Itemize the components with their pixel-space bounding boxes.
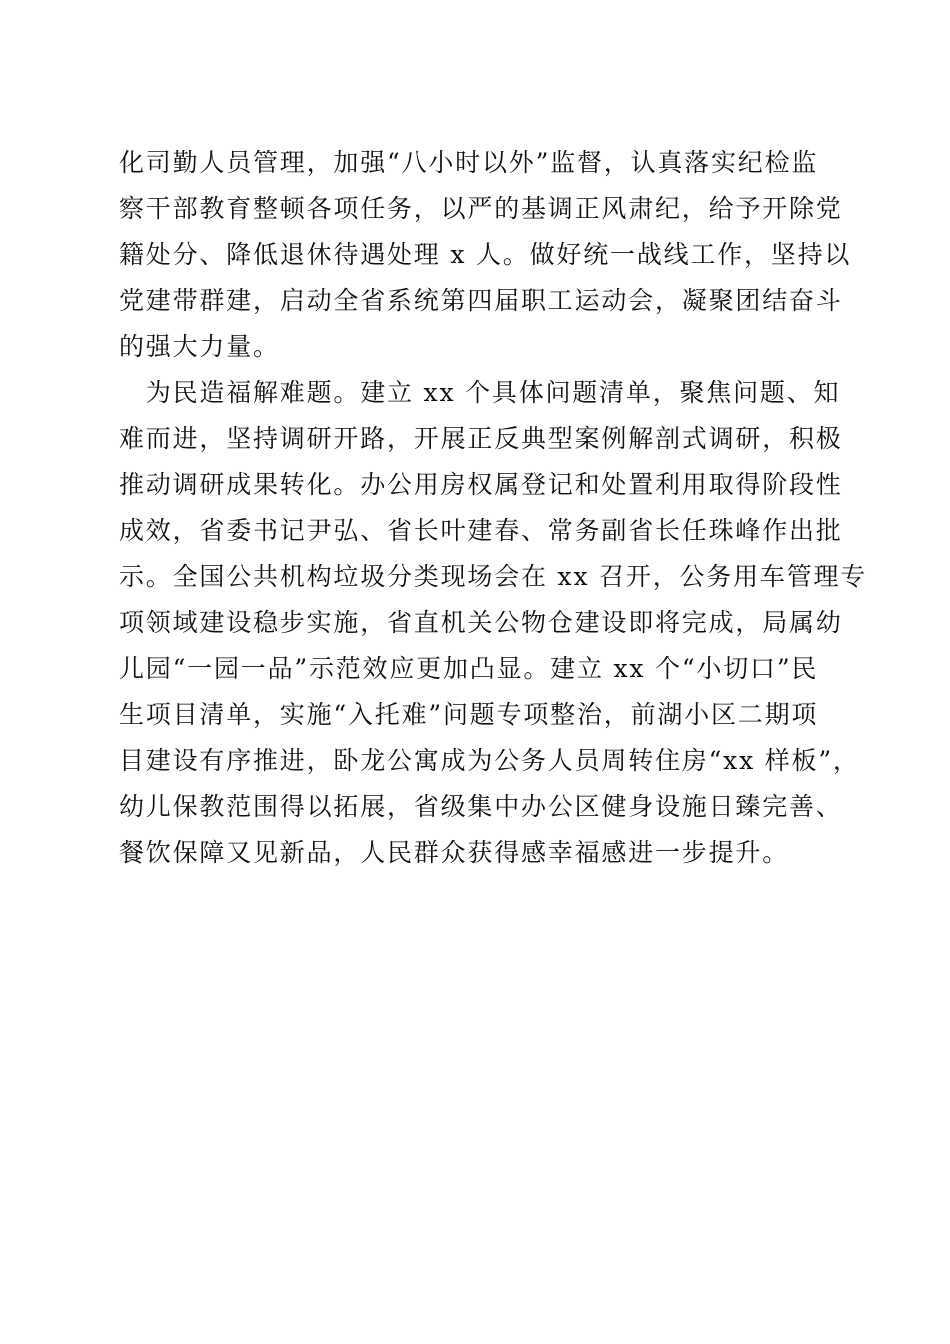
text-line: 项领域建设稳步实施，省直机关公物仓建设即将完成，局属幼 xyxy=(119,608,843,637)
text-line: 成效，省委书记尹弘、省长叶建春、常务副省长任珠峰作出批 xyxy=(119,516,843,545)
text-line: 的强大力量。 xyxy=(119,332,280,361)
text-line: 推动调研成果转化。办公用房权属登记和处置利用取得阶段性 xyxy=(119,470,843,499)
text-line: 目建设有序推进，卧龙公寓成为公务人员周转住房“xx 样板”， xyxy=(119,746,860,775)
text-line: 党建带群建，启动全省系统第四届职工运动会，凝聚团结奋斗 xyxy=(119,286,843,315)
paragraph-2 xyxy=(119,370,868,876)
text-line: 为民造福解难题。建立 xx 个具体问题清单，聚焦问题、知 xyxy=(119,378,841,407)
text-line: 示。全国公共机构垃圾分类现场会在 xx 召开，公务用车管理专 xyxy=(119,562,868,591)
text-line: 难而进，坚持调研开路，开展正反典型案例解剖式调研，积极 xyxy=(119,424,843,453)
text-line: 化司勤人员管理，加强“八小时以外”监督，认真落实纪检监 xyxy=(119,148,819,177)
text-line: 籍处分、降低退休待遇处理 x 人。做好统一战线工作，坚持以 xyxy=(119,240,852,269)
paragraph-1 xyxy=(119,140,852,370)
text-line: 察干部教育整顿各项任务，以严的基调正风肃纪，给予开除党 xyxy=(119,194,843,223)
text-line: 儿园“一园一品”示范效应更加凸显。建立 xx 个“小切口”民 xyxy=(119,654,819,683)
text-line: 餐饮保障又见新品，人民群众获得感幸福感进一步提升。 xyxy=(119,838,790,867)
document-body xyxy=(119,140,868,876)
text-line: 幼儿保教范围得以拓展，省级集中办公区健身设施日臻完善、 xyxy=(119,792,843,821)
text-line: 生项目清单，实施“入托难”问题专项整治，前湖小区二期项 xyxy=(119,700,819,729)
